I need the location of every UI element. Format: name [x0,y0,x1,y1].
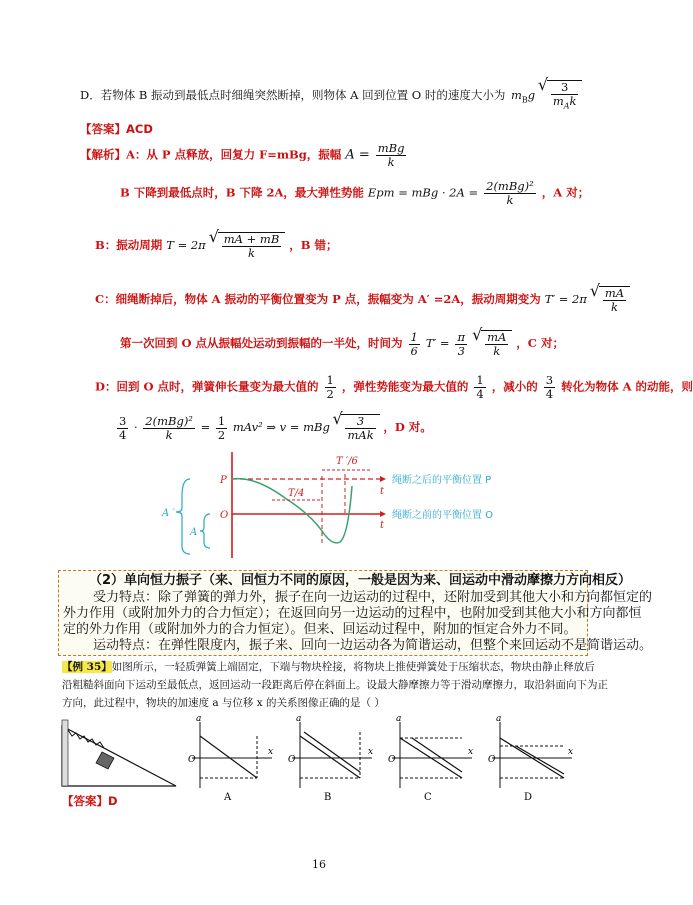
analysis-line-3-tail: ，B 错； [289,238,338,252]
analysis-line-5-f1-num: 1 [410,329,418,344]
graph-o-arrow [380,511,386,517]
analysis-line-5-f2-num: π [457,329,466,344]
analysis-line-4-formula: T′ = 2π [544,292,587,306]
example-line-1-text: 如图所示，一轻质弹簧上端固定，下端与物块栓接，将物块上推使弹簧处于压缩状态，物块由静止释放后 [111,661,595,673]
analysis-line-7-f1-num: 3 [119,413,127,428]
block-icon [96,752,114,769]
graph-label-t-bottom: t [380,520,385,531]
option-d-origin: O [488,755,496,765]
option-d-den-sub: A [563,101,570,111]
analysis-line-6 [95,374,693,401]
analysis-line-1-text: 【解析】A：从 P 点释放，回复力 F=mBg，振幅 [80,147,342,162]
analysis-line-5-f1-den: 6 [410,343,418,358]
graph-label-p: P [220,475,227,486]
graph-label-t-top: t [380,486,385,497]
option-graphs [182,716,622,808]
option-b-label: B [324,792,332,803]
option-b-origin: O [288,755,296,765]
analysis-line-2-formula: Epm = mBg · 2A = [367,185,479,200]
analysis-line-7 [115,414,432,442]
option-a-origin: O [188,755,196,765]
graph-brace-a [200,514,210,548]
option-d-mb-sub: B [521,95,528,105]
incline-triangle [62,726,176,786]
analysis-line-7-dot: · [133,420,138,434]
option-d-axis-x: x [568,747,574,757]
analysis-line-4-num: √ mA [604,286,625,300]
analysis-line-5-den: k [493,344,501,358]
option-d-num: √ 3 [551,81,579,95]
option-a-axis-x: x [268,747,274,757]
analysis-line-2-text: B 下降到最低点时，B 下降 2A，最大弹性势能 [120,185,364,200]
analysis-line-7-num: √ 3 [345,415,375,429]
graph-label-a: A [190,527,198,538]
graph-p-arrow [380,476,386,482]
graph-label-o: O [220,510,229,521]
analysis-line-1-den: k [387,155,395,169]
analysis-line-7-f2-den: k [165,427,173,442]
analysis-line-6-f1-num: 1 [326,373,334,387]
analysis-line-2-tail: ，A 对； [541,185,590,200]
analysis-line-4 [95,286,630,314]
analysis-line-2 [120,180,589,207]
analysis-line-5-text: 第一次回到 O 点从振幅处运动到振幅的一半处，时间为 [120,336,403,350]
analysis-line-7-f1-den: 4 [119,427,127,442]
analysis-line-7-tail: ，D 对。 [383,420,432,434]
analysis-line-5 [120,330,564,358]
analysis-line-3-num: √ mA + mB [223,232,280,246]
analysis-line-7-f3-num: 1 [217,413,226,428]
incline-figure [58,718,178,790]
concept-line-3: 定的外力作用（或附加外力的合力恒定）。但来、回运动过程中，附加的恒定合外力不同。 [63,622,577,637]
analysis-line-4-text: C：细绳断掉后，物体 A 振动的平衡位置变为 P 点，振幅变为 A′ =2A，振动周期变为 [95,292,541,306]
option-b-axis-x: x [368,747,374,757]
analysis-line-2-num: 2(mBg)² [486,179,534,193]
oscillation-graph [160,446,500,564]
analysis-line-7-f3-den: 2 [217,427,226,442]
example-line-3: 方向，此过程中，物块的加速度 a 与位移 x 的关系图像正确的是（ ） [62,697,385,709]
concept-box [58,570,653,656]
analysis-line-6-mid2: ，减小的 [491,379,538,394]
option-graph-b [288,714,373,803]
analysis-line-6-mid: ，弹性势能变为最大值的 [341,379,469,394]
analysis-line-5-num: √ mA [487,330,507,344]
option-d-den-k: k [569,94,577,108]
option-graph-c [388,714,473,803]
analysis-line-3-den: k [248,246,255,260]
option-b-axis-a: a [296,714,302,724]
analysis-line-7-eq: = [200,420,211,434]
analysis-line-7-den: mAk [347,428,374,442]
example-tag: 【例 35】 [62,661,112,673]
analysis-line-6-f3-num: 3 [545,373,554,387]
option-d-sqrt [547,80,583,112]
graph-note-after: 绳断之后的平衡位置 P [392,475,492,486]
option-a-label: A [224,792,232,803]
analysis-line-6-f3-den: 4 [545,387,554,401]
option-d-den-m: m [552,94,564,108]
analysis-line-4-den: k [611,300,618,314]
option-graph-d [488,714,573,803]
analysis-line-6-f2-num: 1 [476,373,484,387]
example-line-2: 沿粗糙斜面向下运动至最低点，返回运动一段距离后停在斜面上。设最大静摩擦力等于滑动摩擦力，取沿斜面向下为正 [62,679,608,691]
graph-label-aprime: A ′ [162,508,175,519]
concept-line-4: 运动特点：在弹性限度内，振子来、回向一边运动各为简谐运动，但整个来回运动不是简谐运动。 [93,638,653,653]
analysis-line-3-formula: T = 2π [166,238,206,252]
analysis-line-2-den: k [506,193,514,207]
analysis-line-1-num: mBg [377,141,405,155]
concept-title: （2）单向恒力振子（来、回恒力不同的原因，一般是因为来、回运动中滑动摩擦力方向相反） [89,573,632,588]
analysis-line-1-formula: A = [345,147,370,163]
analysis-line-6-f2-den: 4 [476,387,484,401]
analysis-line-7-f2-num: 2(mBg)² [145,413,193,428]
analysis-line-3 [95,232,338,260]
option-d-g: g [527,88,536,103]
graph-brace-aprime [176,479,190,554]
option-d-label: D [524,792,533,803]
analysis-line-5-mid: T′ = [425,336,450,350]
page-number: 16 [312,858,326,871]
analysis-line-1 [80,142,408,169]
option-c-origin: O [388,755,396,765]
incline-wall [62,720,68,786]
analysis-line-7-mid: mAv² ⇒ v = mBg [232,420,330,434]
option-d-mb: m [511,88,522,103]
graph-label-t4: T/4 [288,488,305,499]
answer-1: 【答案】ACD [80,122,153,136]
example-line-1 [62,660,595,674]
concept-line-2: 外力作用（或附加外力的合力恒定）；在返回向另一边运动的过程中，也附加受到其他大小和方向都恒 [63,606,642,621]
analysis-line-5-f2-den: 3 [457,343,465,358]
option-d-text: D．若物体 B 振动到最低点时细绳突然断掉，则物体 A 回到位置 O 时的速度大小为 [80,88,506,103]
option-c-axis-x: x [468,747,474,757]
analysis-line-6-text: D：回到 O 点时，弹簧伸长量变为最大值的 [95,379,319,394]
option-a-axis-a: a [196,714,202,724]
option-graph-a [188,714,273,803]
option-c-axis-a: a [396,714,402,724]
answer-2: 【答案】D [62,794,118,808]
analysis-line-6-f1-den: 2 [326,387,334,401]
analysis-line-5-tail: ，C 对； [516,336,564,350]
analysis-line-6-tail: 转化为物体 A 的动能，则 [561,379,693,394]
analysis-line-3-text: B：振动周期 [95,238,163,252]
graph-note-before: 绳断之前的平衡位置 O [392,510,494,521]
option-d-axis-a: a [496,714,502,724]
graph-label-t6: T ′/6 [336,456,358,467]
option-d [80,80,582,112]
concept-line-1: 受力特点：除了弹簧的弹力外，振子在向一边运动的过程中，还附加受到其他大小和方向都恒定的 [93,590,653,605]
option-c-label: C [424,792,432,803]
